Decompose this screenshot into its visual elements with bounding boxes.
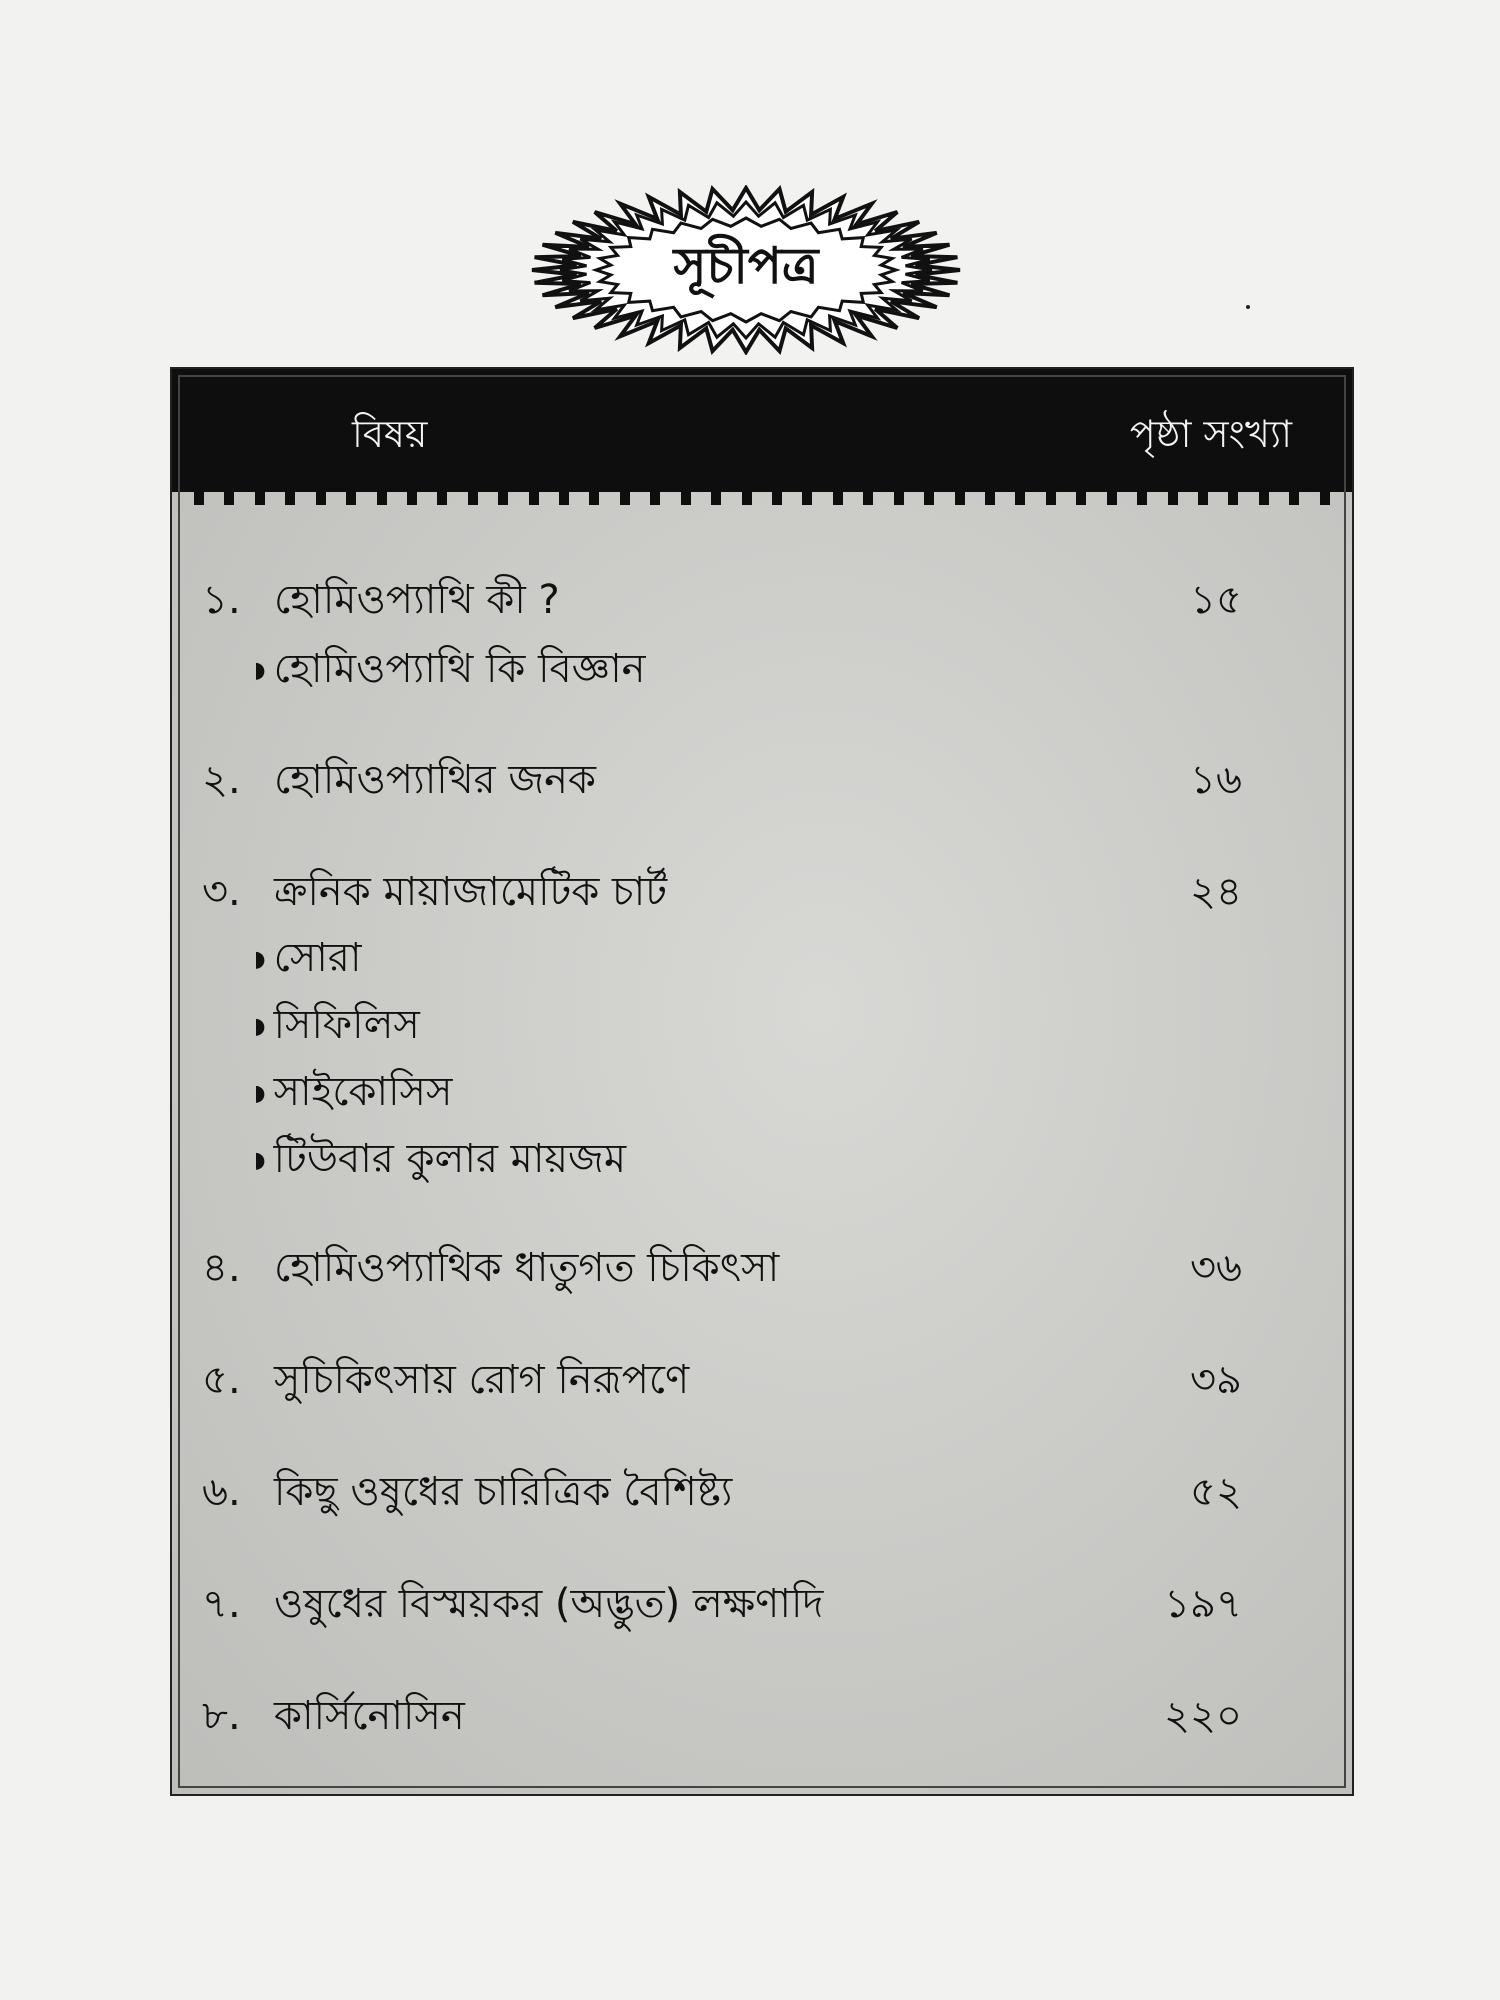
entry-title: কিছু ওষুধের চারিত্রিক বৈশিষ্ট্য: [274, 1468, 733, 1515]
tick-mark: [468, 481, 478, 505]
entry-page: ২৪: [1190, 868, 1242, 915]
entry-page: ১৬: [1190, 756, 1242, 803]
tick-mark: [437, 481, 447, 505]
toc-header: [172, 369, 1352, 492]
sub-item-label: টিউবার কুলার মায়জম: [273, 1135, 627, 1182]
tick-mark: [1168, 481, 1178, 505]
tick-mark: [650, 481, 660, 505]
tick-mark: [1076, 481, 1086, 505]
tick-mark: [1259, 481, 1269, 505]
entry-title: সুচিকিৎসায় রোগ নিরূপণে: [274, 1356, 690, 1403]
bullet-icon: ◗: [254, 946, 266, 972]
entry-title: ক্রনিক মায়াজামেটিক চার্ট: [274, 868, 668, 915]
sub-item: [254, 642, 646, 698]
tick-mark: [346, 481, 356, 505]
toc-entry: [202, 1575, 1242, 1635]
tick-mark: [620, 481, 630, 505]
tick-mark: [529, 481, 539, 505]
tick-mark: [894, 481, 904, 505]
tick-mark: [407, 481, 417, 505]
tick-mark: [833, 481, 843, 505]
header-tick-row: [194, 481, 1330, 511]
tick-mark: [1320, 481, 1330, 505]
sub-item: [254, 1132, 626, 1188]
bullet-icon: ◗: [254, 657, 266, 683]
bullet-icon: ◗: [254, 1080, 266, 1106]
sub-item-label: সোরা: [273, 934, 362, 981]
entry-number: ৭.: [202, 1580, 241, 1627]
tick-mark: [742, 481, 752, 505]
sub-item: [254, 931, 361, 987]
tick-mark: [1137, 481, 1147, 505]
entry-number: ২.: [202, 756, 241, 803]
sub-item: [254, 998, 420, 1054]
entry-number: ৩.: [202, 868, 241, 915]
tick-mark: [772, 481, 782, 505]
toc-entry: [202, 571, 1242, 631]
bullet-icon: ◗: [254, 1147, 266, 1173]
tick-mark: [194, 481, 204, 505]
toc-entry: [202, 863, 1242, 923]
entry-number: ৫.: [202, 1356, 241, 1403]
sub-item-label: সিফিলিস: [273, 1001, 420, 1048]
entry-page: ১৯৭: [1164, 1580, 1242, 1627]
tick-mark: [985, 481, 995, 505]
tick-mark: [1228, 481, 1238, 505]
title-badge: [528, 185, 964, 355]
entry-title: হোমিওপ্যাথি কী ?: [274, 576, 560, 623]
tick-mark: [559, 481, 569, 505]
tick-mark: [711, 481, 721, 505]
tick-mark: [863, 481, 873, 505]
tick-mark: [1046, 481, 1056, 505]
print-speck: [1246, 305, 1250, 309]
toc-entry: [202, 751, 1242, 811]
entry-title: হোমিওপ্যাথিক ধাতুগত চিকিৎসা: [274, 1244, 780, 1291]
entry-page: ২২০: [1163, 1692, 1242, 1739]
page-column-label: পৃষ্ঠা সংখ্যা: [1129, 412, 1292, 456]
tick-mark: [955, 481, 965, 505]
tick-mark: [924, 481, 934, 505]
tick-mark: [1198, 481, 1208, 505]
tick-mark: [255, 481, 265, 505]
tick-mark: [285, 481, 295, 505]
entry-title: কার্সিনোসিন: [274, 1692, 465, 1739]
tick-mark: [802, 481, 812, 505]
toc-entry: [202, 1239, 1242, 1299]
tick-mark: [1015, 481, 1025, 505]
tick-mark: [224, 481, 234, 505]
toc-entry: [202, 1351, 1242, 1411]
sub-item: [254, 1065, 452, 1121]
tick-mark: [589, 481, 599, 505]
tick-mark: [681, 481, 691, 505]
tick-mark: [1107, 481, 1117, 505]
entry-number: ১.: [202, 576, 241, 623]
tick-mark: [377, 481, 387, 505]
entry-page: ১৫: [1190, 576, 1242, 623]
entry-page: ৩৬: [1189, 1244, 1242, 1291]
bullet-icon: ◗: [254, 1013, 266, 1039]
entry-page: ৩৯: [1190, 1356, 1242, 1403]
entry-page: ৫২: [1190, 1468, 1242, 1515]
entry-title: ওষুধের বিস্ময়কর (অদ্ভুত) লক্ষণাদি: [274, 1580, 824, 1627]
page-title: সূচীপত্র: [673, 236, 819, 295]
entry-title: হোমিওপ্যাথির জনক: [274, 756, 596, 803]
tick-mark: [1289, 481, 1299, 505]
entry-number: ৬.: [202, 1468, 241, 1515]
toc-table: [170, 367, 1354, 1796]
sub-item-label: হোমিওপ্যাথি কি বিজ্ঞান: [273, 645, 646, 692]
toc-entry: [202, 1463, 1242, 1523]
subject-column-label: বিষয়: [352, 412, 428, 456]
entry-number: ৮.: [202, 1692, 241, 1739]
tick-mark: [498, 481, 508, 505]
toc-entry: [202, 1687, 1242, 1747]
entry-number: ৪.: [202, 1244, 241, 1291]
tick-mark: [316, 481, 326, 505]
sub-item-label: সাইকোসিস: [273, 1068, 453, 1115]
